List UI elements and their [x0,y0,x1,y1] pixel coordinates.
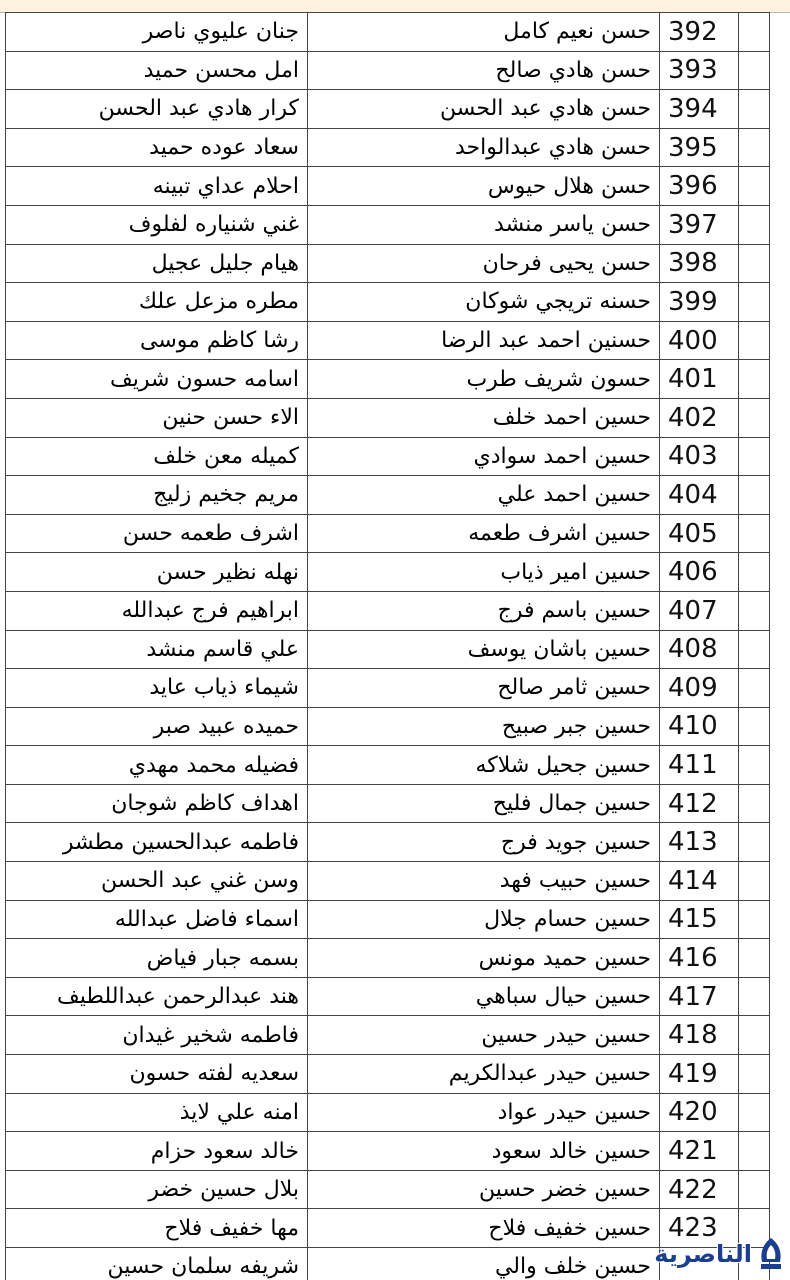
number-cell: 423 [660,1209,739,1248]
second-name-cell: فاطمه شخير غيدان [6,1016,308,1055]
number-cell: 422 [660,1170,739,1209]
number-cell: 397 [660,205,739,244]
number-cell: 402 [660,398,739,437]
table-row [6,283,770,322]
name-cell: حسين حميد مونس [308,939,660,978]
names-table [5,12,770,1280]
name-cell: حسنين احمد عبد الرضا [308,321,660,360]
name-cell: حسن هادي عبدالواحد [308,128,660,167]
second-name-cell: شيماء ذياب عايد [6,669,308,708]
table-row [6,823,770,862]
second-name-cell: فاطمه عبدالحسين مطشر [6,823,308,862]
name-cell: حسين احمد خلف [308,398,660,437]
document-page [0,12,790,1280]
edge-cell [739,707,770,746]
second-name-cell: امل محسن حميد [6,51,308,90]
table-row [6,51,770,90]
edge-cell [739,437,770,476]
table-row [6,939,770,978]
table-row [6,321,770,360]
second-name-cell: خالد سعود حزام [6,1132,308,1171]
edge-cell [739,746,770,785]
second-name-cell: هيام جليل عجيل [6,244,308,283]
name-cell: حسن هلال حيوس [308,167,660,206]
second-name-cell: حميده عبيد صبر [6,707,308,746]
number-cell: 404 [660,476,739,515]
table-row [6,437,770,476]
name-cell: حسين احمد علي [308,476,660,515]
name-cell: حسين حبيب فهد [308,862,660,901]
second-name-cell: فضيله محمد مهدي [6,746,308,785]
table-row [6,1170,770,1209]
table-row [6,1093,770,1132]
number-cell: 407 [660,591,739,630]
edge-cell [739,51,770,90]
table-row [6,1016,770,1055]
table-row [6,360,770,399]
edge-cell [739,167,770,206]
name-cell: حسين احمد سوادي [308,437,660,476]
table-row [6,398,770,437]
names-table-body [6,13,770,1280]
edge-cell [739,591,770,630]
second-name-cell: الاء حسن حنين [6,398,308,437]
table-row [6,630,770,669]
second-name-cell: اهداف كاظم شوجان [6,784,308,823]
second-name-cell: هند عبدالرحمن عبداللطيف [6,977,308,1016]
name-cell: حسين خلف والي [308,1248,660,1280]
name-cell: حسن نعيم كامل [308,13,660,52]
number-cell: 393 [660,51,739,90]
number-cell: 413 [660,823,739,862]
number-cell: 392 [660,13,739,52]
name-cell: حسين جويد فرج [308,823,660,862]
number-cell: 408 [660,630,739,669]
name-cell: حسن يحيى فرحان [308,244,660,283]
second-name-cell: كميله معن خلف [6,437,308,476]
second-name-cell: احلام عداي تبينه [6,167,308,206]
second-name-cell: مها خفيف فلاح [6,1209,308,1248]
name-cell: حسين حيدر عبدالكريم [308,1055,660,1094]
number-cell: 410 [660,707,739,746]
number-cell: 414 [660,862,739,901]
second-name-cell: سعاد عوده حميد [6,128,308,167]
second-name-cell: بلال حسين خضر [6,1170,308,1209]
table-row [6,707,770,746]
second-name-cell: وسن غني عبد الحسن [6,862,308,901]
edge-cell [739,669,770,708]
number-cell: 420 [660,1093,739,1132]
second-name-cell: سعديه لفته حسون [6,1055,308,1094]
table-row [6,514,770,553]
table-row [6,900,770,939]
second-name-cell: علي قاسم منشد [6,630,308,669]
name-cell: حسين حيدر عواد [308,1093,660,1132]
second-name-cell: رشا كاظم موسى [6,321,308,360]
name-cell: حسين ثامر صالح [308,669,660,708]
watermark-logo [648,1234,786,1274]
table-row [6,862,770,901]
second-name-cell: بسمه جبار فياض [6,939,308,978]
table-row [6,1055,770,1094]
number-cell: 400 [660,321,739,360]
number-cell: 398 [660,244,739,283]
edge-cell [739,939,770,978]
name-cell: حسين جحيل شلاكه [308,746,660,785]
name-cell: حسين اشرف طعمه [308,514,660,553]
table-row [6,128,770,167]
name-cell: حسين جبر صبيح [308,707,660,746]
name-cell: حسن ياسر منشد [308,205,660,244]
second-name-cell: جنان عليوي ناصر [6,13,308,52]
second-name-cell: ابراهيم فرج عبدالله [6,591,308,630]
edge-cell [739,900,770,939]
name-cell: حسنه تريجي شوكان [308,283,660,322]
number-cell: 395 [660,128,739,167]
second-name-cell: اسامه حسون شريف [6,360,308,399]
table-row [6,669,770,708]
table-row [6,90,770,129]
table-row [6,553,770,592]
table-row [6,977,770,1016]
edge-cell [739,13,770,52]
edge-cell [739,823,770,862]
number-cell: 399 [660,283,739,322]
edge-cell [739,784,770,823]
second-name-cell: اشرف طعمه حسن [6,514,308,553]
table-row [6,167,770,206]
name-cell: حسن هادي عبد الحسن [308,90,660,129]
table-row [6,1132,770,1171]
second-name-cell: مطره مزعل علك [6,283,308,322]
edge-cell [739,1093,770,1132]
edge-cell [739,244,770,283]
number-cell: 417 [660,977,739,1016]
number-cell: 421 [660,1132,739,1171]
name-cell: حسين خضر حسين [308,1170,660,1209]
second-name-cell: نهله نظير حسن [6,553,308,592]
number-cell: 412 [660,784,739,823]
edge-cell [739,1055,770,1094]
table-row [6,13,770,52]
number-cell: 406 [660,553,739,592]
edge-cell [739,283,770,322]
watermark-emblem-icon [756,1236,786,1272]
name-cell: حسون شريف طرب [308,360,660,399]
second-name-cell: غني شنياره لفلوف [6,205,308,244]
number-cell: 403 [660,437,739,476]
number-cell: 409 [660,669,739,708]
number-cell: 419 [660,1055,739,1094]
second-name-cell: اسماء فاضل عبدالله [6,900,308,939]
table-row [6,746,770,785]
edge-cell [739,360,770,399]
number-cell: 394 [660,90,739,129]
edge-cell [739,398,770,437]
watermark-text: الناصرية [654,1240,752,1268]
name-cell: حسين حيدر حسين [308,1016,660,1055]
edge-cell [739,205,770,244]
edge-cell [739,476,770,515]
edge-cell [739,128,770,167]
number-cell: 416 [660,939,739,978]
edge-cell [739,1170,770,1209]
name-cell: حسين امير ذياب [308,553,660,592]
number-cell: 405 [660,514,739,553]
table-row [6,244,770,283]
table-row [6,784,770,823]
edge-cell [739,862,770,901]
name-cell: حسين خفيف فلاح [308,1209,660,1248]
second-name-cell: امنه علي لايذ [6,1093,308,1132]
edge-cell [739,321,770,360]
table-row [6,591,770,630]
number-cell: 411 [660,746,739,785]
second-name-cell: مريم جخيم زليج [6,476,308,515]
name-cell: حسين حسام جلال [308,900,660,939]
name-cell: حسين خالد سعود [308,1132,660,1171]
second-name-cell: كرار هادي عبد الحسن [6,90,308,129]
name-cell: حسين جمال فليح [308,784,660,823]
number-cell: 401 [660,360,739,399]
edge-cell [739,90,770,129]
edge-cell [739,514,770,553]
number-cell: 396 [660,167,739,206]
edge-cell [739,630,770,669]
number-cell: 418 [660,1016,739,1055]
edge-cell [739,1132,770,1171]
edge-cell [739,977,770,1016]
name-cell: حسين باسم فرج [308,591,660,630]
edge-cell [739,553,770,592]
name-cell: حسين باشان يوسف [308,630,660,669]
number-cell: 415 [660,900,739,939]
edge-cell [739,1016,770,1055]
table-row [6,205,770,244]
table-row [6,476,770,515]
second-name-cell: شريفه سلمان حسين [6,1248,308,1280]
name-cell: حسين حيال سباهي [308,977,660,1016]
name-cell: حسن هادي صالح [308,51,660,90]
